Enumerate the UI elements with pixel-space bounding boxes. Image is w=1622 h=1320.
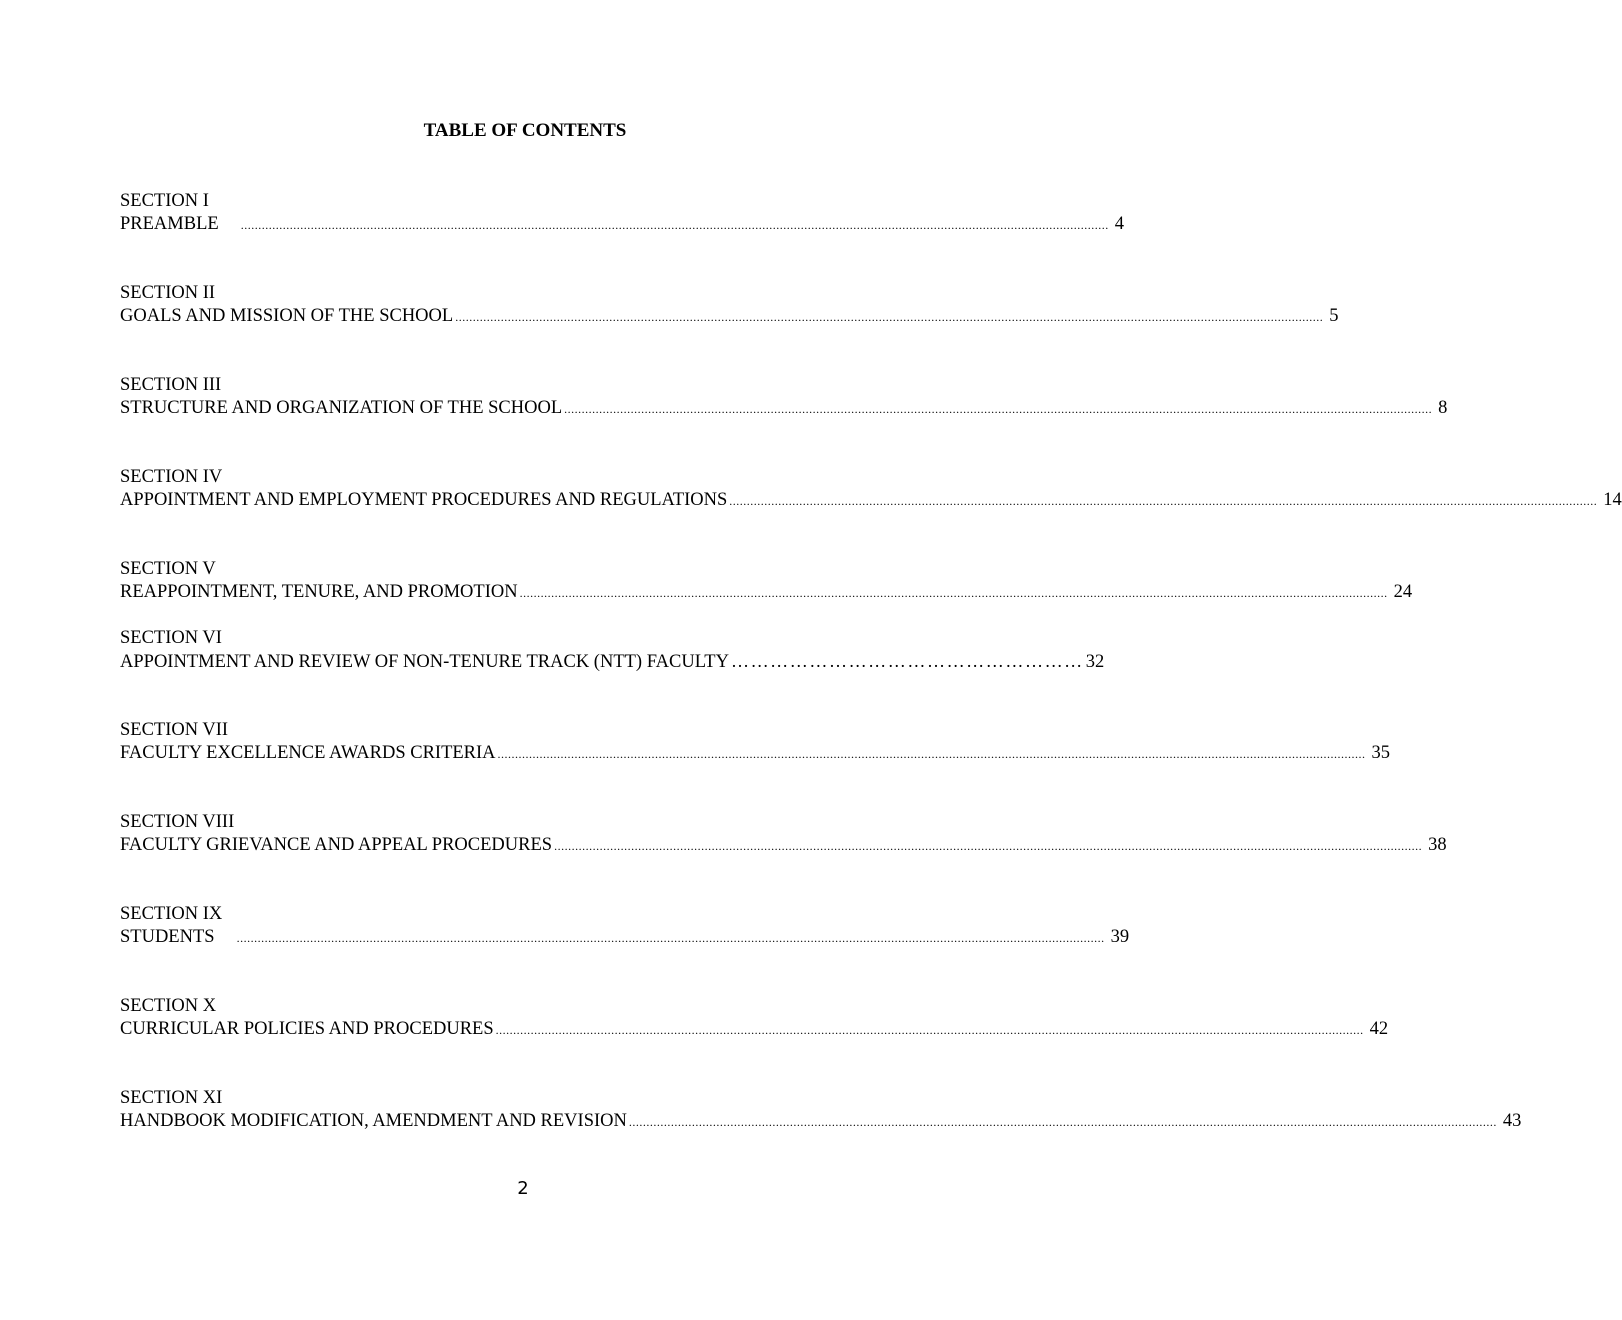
toc-heading: FACULTY EXCELLENCE AWARDS CRITERIA <box>120 743 496 763</box>
toc-page-number: 14 <box>1603 490 1622 510</box>
dot-leader: ........................................................................................................................................................................................................................................................ <box>628 1115 1497 1129</box>
toc-section-label: SECTION X <box>120 996 217 1016</box>
toc-section-label: SECTION XI <box>120 1088 223 1108</box>
toc-entry-section-8[interactable] <box>120 811 1447 858</box>
dot-leader: ……………………………………………… <box>730 651 1084 671</box>
toc-entry-section-2[interactable] <box>120 282 1339 329</box>
dot-leader: ........................................................................................................................................................................................................................................................ <box>495 1023 1364 1037</box>
toc-page-number: 24 <box>1393 582 1413 602</box>
toc-heading: HANDBOOK MODIFICATION, AMENDMENT AND REVISION <box>120 1111 627 1131</box>
dot-leader: ........................................................................................................................................................................................................................................................ <box>240 218 1109 232</box>
toc-section-label: SECTION III <box>120 375 222 395</box>
toc-page-number: 4 <box>1114 214 1124 234</box>
toc-section-label: SECTION VII <box>120 720 229 740</box>
toc-entry-section-5[interactable] <box>120 558 1413 605</box>
dot-leader: ........................................................................................................................................................................................................................................................ <box>519 586 1388 600</box>
dot-leader: ........................................................................................................................................................................................................................................................ <box>455 310 1324 324</box>
toc-section-label: SECTION II <box>120 283 216 303</box>
toc-page-number: 35 <box>1371 743 1391 763</box>
toc-page-number: 5 <box>1329 306 1339 326</box>
toc-entry-section-1[interactable] <box>120 190 1124 237</box>
dot-leader: ........................................................................................................................................................................................................................................................ <box>564 402 1433 416</box>
toc-page-number: 42 <box>1369 1019 1389 1039</box>
toc-entry-section-6[interactable] <box>120 627 1105 674</box>
toc-heading: APPOINTMENT AND REVIEW OF NON-TENURE TRACK (NTT) FACULTY <box>120 652 729 672</box>
toc-entry-section-11[interactable] <box>120 1087 1522 1134</box>
toc-section-label: SECTION V <box>120 559 216 579</box>
dot-leader: ........................................................................................................................................................................................................................................................ <box>236 931 1105 945</box>
toc-heading: GOALS AND MISSION OF THE SCHOOL <box>120 306 454 326</box>
toc-heading: APPOINTMENT AND EMPLOYMENT PROCEDURES AND REGULATIONS <box>120 490 728 510</box>
toc-heading: STRUCTURE AND ORGANIZATION OF THE SCHOOL <box>120 398 563 418</box>
dot-leader: ........................................................................................................................................................................................................................................................ <box>497 747 1366 761</box>
page-title: TABLE OF CONTENTS <box>423 120 627 141</box>
toc-page-number: 43 <box>1502 1111 1522 1131</box>
toc-section-label: SECTION VIII <box>120 812 235 832</box>
toc-heading: PREAMBLE <box>120 214 219 234</box>
toc-section-label: SECTION I <box>120 191 209 211</box>
toc-page-number: 8 <box>1438 398 1448 418</box>
dot-leader: ........................................................................................................................................................................................................................................................ <box>729 494 1598 508</box>
toc-entry-section-9[interactable] <box>120 903 1130 950</box>
toc-entry-section-4[interactable] <box>120 466 1622 513</box>
toc-page-number: 38 <box>1428 835 1447 855</box>
toc-section-label: SECTION VI <box>120 628 222 648</box>
toc-page-number: 32 <box>1085 652 1105 672</box>
toc-section-label: SECTION IV <box>120 467 223 487</box>
toc-entry-section-3[interactable] <box>120 374 1448 421</box>
toc-heading: REAPPOINTMENT, TENURE, AND PROMOTION <box>120 582 518 602</box>
dot-leader: ........................................................................................................................................................................................................................................................ <box>554 839 1423 853</box>
toc-heading: CURRICULAR POLICIES AND PROCEDURES <box>120 1019 494 1039</box>
toc-entry-section-7[interactable] <box>120 719 1391 766</box>
toc-heading: FACULTY GRIEVANCE AND APPEAL PROCEDURES <box>120 835 553 855</box>
toc-heading: STUDENTS <box>120 927 215 947</box>
toc-page-number: 39 <box>1110 927 1130 947</box>
page-number: 2 <box>517 1178 529 1199</box>
toc-entry-section-10[interactable] <box>120 995 1389 1042</box>
toc-section-label: SECTION IX <box>120 904 223 924</box>
